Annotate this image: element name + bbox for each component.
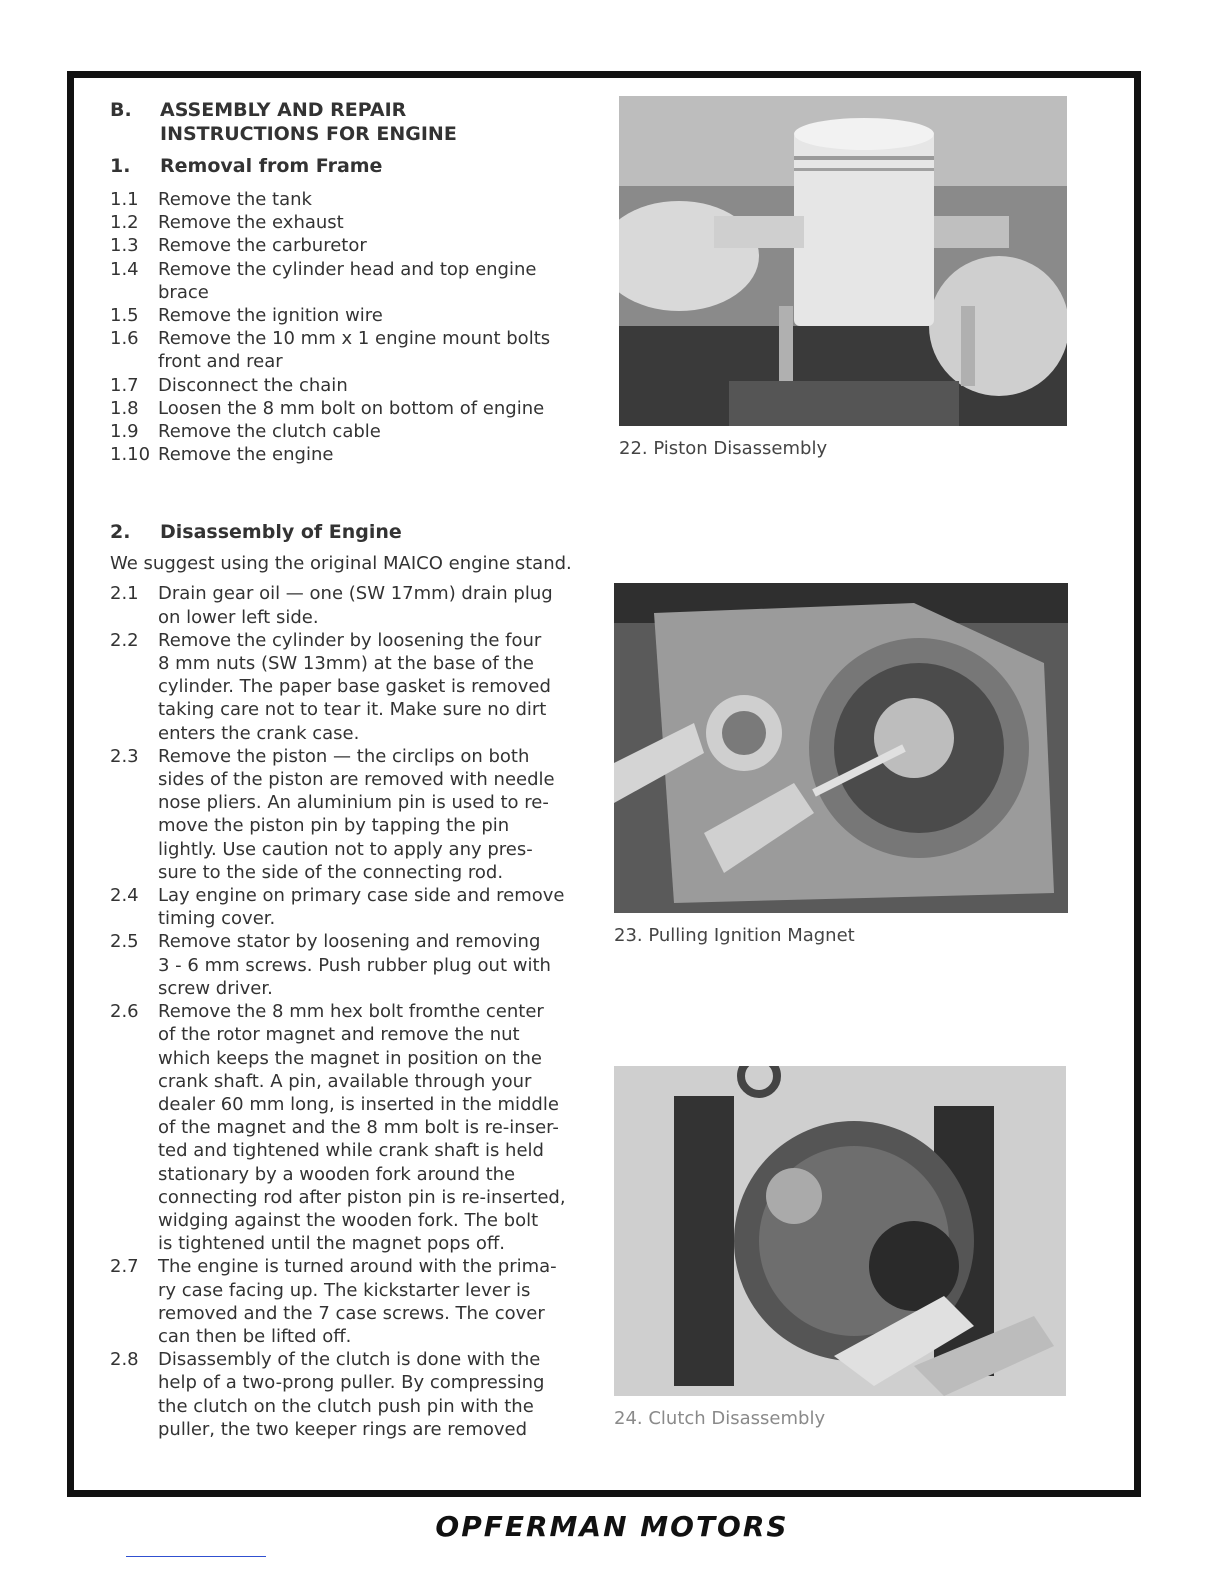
step-text xyxy=(158,1000,590,1255)
step-text xyxy=(158,629,590,745)
step-line: The engine is turned around with the prima- xyxy=(158,1256,557,1278)
step-line: Remove the carburetor xyxy=(158,235,367,257)
step-text xyxy=(158,1255,590,1348)
removal-steps-list xyxy=(110,188,590,466)
step-line: lightly. Use caution not to apply any pres- xyxy=(158,838,533,860)
step-line: front and rear xyxy=(158,351,283,373)
step-line: Disassembly of the clutch is done with the xyxy=(158,1349,541,1371)
step-line: removed and the 7 case screws. The cover xyxy=(158,1302,545,1324)
step-number: 2.7 xyxy=(110,1256,139,1278)
section-b-title-line1: ASSEMBLY AND REPAIR xyxy=(160,99,407,121)
step-line: screw driver. xyxy=(158,977,273,999)
step-text xyxy=(158,374,590,397)
step-text xyxy=(158,884,590,930)
step-number: 1.4 xyxy=(110,258,139,280)
section-2-title: Disassembly of Engine xyxy=(160,521,402,544)
step-line: Remove the engine xyxy=(158,444,334,466)
step-text xyxy=(158,745,590,884)
step-line: on lower left side. xyxy=(158,606,319,628)
section-1-title: Removal from Frame xyxy=(160,155,383,177)
step-line: timing cover. xyxy=(158,908,276,930)
step-line: sides of the piston are removed with needle xyxy=(158,769,555,791)
section-b-letter: B. xyxy=(110,99,132,121)
step-line: Drain gear oil — one (SW 17mm) drain plug xyxy=(158,583,553,605)
step-text xyxy=(158,397,590,420)
step-line: the clutch on the clutch push pin with the xyxy=(158,1395,534,1417)
step-line: Remove the 10 mm x 1 engine mount bolts xyxy=(158,328,551,350)
step-line: crank shaft. A pin, available through your xyxy=(158,1070,532,1092)
step-item xyxy=(110,188,590,211)
step-line: Disconnect the chain xyxy=(158,374,348,396)
step-line: 3 - 6 mm screws. Push rubber plug out with xyxy=(158,954,551,976)
step-item xyxy=(110,629,590,745)
step-number: 2.3 xyxy=(110,745,139,767)
step-number: 2.4 xyxy=(110,885,139,907)
step-line: Remove the clutch cable xyxy=(158,421,381,443)
step-line: Remove the 8 mm hex bolt fromthe center xyxy=(158,1001,544,1023)
section-1-heading xyxy=(110,154,590,178)
footer-rule xyxy=(126,1556,266,1557)
step-line: move the piston pin by tapping the pin xyxy=(158,815,510,837)
clutch-photo xyxy=(614,1066,1066,1396)
step-item xyxy=(110,258,590,304)
figure-22-caption: 22. Piston Disassembly xyxy=(619,438,828,459)
step-text xyxy=(158,211,590,234)
figure-24-caption: 24. Clutch Disassembly xyxy=(614,1408,826,1429)
step-number: 1.9 xyxy=(110,421,139,443)
footer-brand: OPFERMAN MOTORS xyxy=(435,1510,789,1543)
step-line: Remove the exhaust xyxy=(158,212,344,234)
figure-23 xyxy=(614,583,1068,946)
step-line: taking care not to tear it. Make sure no dirt xyxy=(158,699,547,721)
step-number: 1.8 xyxy=(110,397,139,419)
figure-23-caption: 23. Pulling Ignition Magnet xyxy=(614,925,855,946)
step-line: nose pliers. An aluminium pin is used to re- xyxy=(158,792,549,814)
step-line: ry case facing up. The kickstarter lever is xyxy=(158,1279,531,1301)
step-line: Remove the ignition wire xyxy=(158,305,383,327)
step-item xyxy=(110,1255,590,1348)
step-text xyxy=(158,930,590,1000)
step-item xyxy=(110,930,590,1000)
step-number: 2.1 xyxy=(110,583,139,605)
page-frame xyxy=(67,71,1141,1497)
step-item xyxy=(110,443,590,466)
step-text xyxy=(158,258,590,304)
step-item xyxy=(110,327,590,373)
step-line: Remove the piston — the circlips on both xyxy=(158,745,530,767)
step-item xyxy=(110,582,590,628)
step-item xyxy=(110,1348,590,1441)
step-text xyxy=(158,1348,590,1441)
step-text xyxy=(158,327,590,373)
piston-photo xyxy=(619,96,1067,426)
step-line: which keeps the magnet in position on the xyxy=(158,1047,542,1069)
step-item xyxy=(110,745,590,884)
section-1-number: 1. xyxy=(110,155,131,177)
step-text xyxy=(158,420,590,443)
step-item xyxy=(110,420,590,443)
step-line: cylinder. The paper base gasket is removed xyxy=(158,676,551,698)
step-line: Remove the tank xyxy=(158,189,312,210)
step-line: help of a two-prong puller. By compressing xyxy=(158,1372,545,1394)
step-item xyxy=(110,884,590,930)
step-line: of the magnet and the 8 mm bolt is re-inser- xyxy=(158,1117,559,1139)
step-text xyxy=(158,234,590,257)
step-line: enters the crank case. xyxy=(158,722,360,744)
step-line: stationary by a wooden fork around the xyxy=(158,1163,516,1185)
section-b-heading xyxy=(110,98,590,146)
step-item xyxy=(110,374,590,397)
step-item xyxy=(110,304,590,327)
disassembly-steps-list xyxy=(110,582,590,1441)
step-number: 1.10 xyxy=(110,444,151,466)
step-number: 2.8 xyxy=(110,1349,139,1371)
step-number: 1.1 xyxy=(110,189,139,210)
step-item xyxy=(110,211,590,234)
step-number: 1.7 xyxy=(110,374,139,396)
step-line: sure to the side of the connecting rod. xyxy=(158,861,504,883)
step-line: brace xyxy=(158,281,209,303)
step-line: Remove the cylinder head and top engine xyxy=(158,258,537,280)
section-2-intro: We suggest using the original MAICO engine stand. xyxy=(110,553,572,575)
step-line: dealer 60 mm long, is inserted in the middle xyxy=(158,1093,559,1115)
figure-24 xyxy=(614,1066,1066,1429)
step-number: 1.6 xyxy=(110,328,139,350)
step-line: connecting rod after piston pin is re-inserted, xyxy=(158,1186,566,1208)
step-line: of the rotor magnet and remove the nut xyxy=(158,1024,520,1046)
step-line: puller, the two keeper rings are removed xyxy=(158,1418,528,1440)
step-text xyxy=(158,188,590,211)
step-line: can then be lifted off. xyxy=(158,1325,352,1347)
figure-22 xyxy=(619,96,1067,459)
step-line: Remove the cylinder by loosening the four xyxy=(158,629,542,651)
section-2-number: 2. xyxy=(110,521,131,544)
ignition-magnet-photo xyxy=(614,583,1068,913)
step-line: Remove stator by loosening and removing xyxy=(158,931,541,953)
text-column xyxy=(110,98,590,1441)
step-number: 2.5 xyxy=(110,931,139,953)
step-item xyxy=(110,234,590,257)
step-line: is tightened until the magnet pops off. xyxy=(158,1233,505,1255)
step-text xyxy=(158,443,590,466)
step-item xyxy=(110,1000,590,1255)
step-item xyxy=(110,397,590,420)
step-line: Lay engine on primary case side and remove xyxy=(158,885,565,907)
step-number: 1.3 xyxy=(110,235,139,257)
step-number: 1.5 xyxy=(110,305,139,327)
step-line: Loosen the 8 mm bolt on bottom of engine xyxy=(158,397,545,419)
step-number: 1.2 xyxy=(110,212,139,234)
step-line: ted and tightened while crank shaft is held xyxy=(158,1140,544,1162)
section-2-heading xyxy=(110,520,590,544)
step-text xyxy=(158,582,590,628)
step-number: 2.2 xyxy=(110,629,139,651)
step-number: 2.6 xyxy=(110,1001,139,1023)
step-text xyxy=(158,304,590,327)
step-line: 8 mm nuts (SW 13mm) at the base of the xyxy=(158,653,534,675)
step-line: widging against the wooden fork. The bolt xyxy=(158,1209,539,1231)
section-b-title-line2: INSTRUCTIONS FOR ENGINE xyxy=(160,123,457,145)
